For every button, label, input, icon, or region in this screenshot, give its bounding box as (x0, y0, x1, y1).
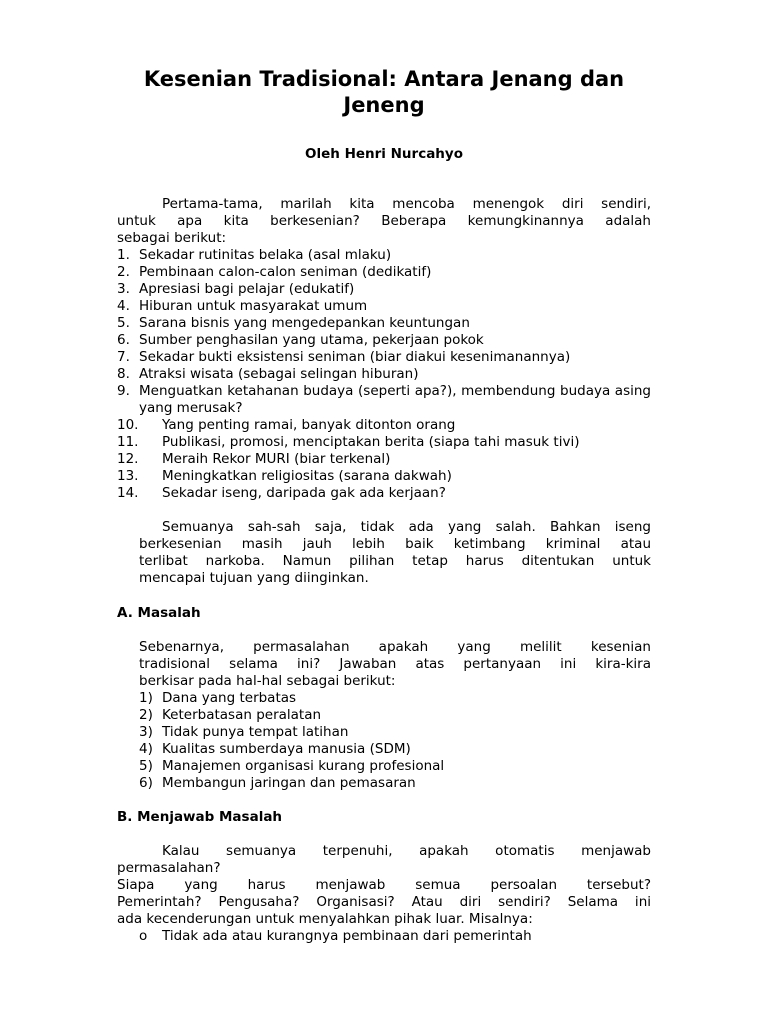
list-number: 10. (117, 417, 139, 433)
list-text: Tidak punya tempat latihan (162, 724, 349, 740)
author-line: Oleh Henri Nurcahyo (305, 146, 463, 162)
paragraph-line: mencapai tujuan yang diinginkan. (139, 570, 369, 586)
list-item (139, 707, 651, 724)
list-text: Meningkatkan religiositas (sarana dakwah) (162, 468, 452, 484)
list-item (117, 366, 651, 383)
paragraph-line: Semuanya sah-sah saja, tidak ada yang salah. Bahkan iseng (162, 519, 651, 535)
problem-list (139, 690, 651, 792)
list-number: 6. (117, 332, 130, 348)
list-text: Publikasi, promosi, menciptakan berita (siapa tahi masuk tivi) (162, 434, 580, 450)
list-text: Manajemen organisasi kurang profesional (162, 758, 445, 774)
list-text: Sekadar iseng, daripada gak ada kerjaan? (162, 485, 446, 501)
list-item (117, 451, 651, 468)
paragraph-line: untuk apa kita berkesenian? Beberapa kemungkinannya adalah (117, 213, 651, 229)
bullet-text: Tidak ada atau kurangnya pembinaan dari pemerintah (162, 928, 532, 944)
list-number: 4) (139, 741, 153, 757)
list-item (117, 315, 651, 332)
paragraph-line: tradisional selama ini? Jawaban atas pertanyaan ini kira-kira (139, 656, 651, 672)
paragraph-line: ada kecenderungan untuk menyalahkan pihak luar. Misalnya: (117, 911, 533, 927)
summary-paragraph (139, 519, 651, 587)
list-text: Apresiasi bagi pelajar (edukatif) (139, 281, 355, 297)
list-text: Meraih Rekor MURI (biar terkenal) (162, 451, 391, 467)
list-number: 1. (117, 247, 130, 263)
list-item (139, 758, 651, 775)
list-item (117, 383, 651, 417)
list-text: Membangun jaringan dan pemasaran (162, 775, 416, 791)
list-number: 5. (117, 315, 130, 331)
list-text: Pembinaan calon-calon seniman (dedikatif) (139, 264, 432, 280)
list-number: 4. (117, 298, 130, 314)
paragraph-line: berkesenian masih jauh lebih baik ketimbang kriminal atau (139, 536, 651, 552)
paragraph-line: Pemerintah? Pengusaha? Organisasi? Atau diri sendiri? Selama ini (117, 894, 651, 910)
paragraph-line: terlibat narkoba. Namun pilihan tetap harus ditentukan untuk (139, 553, 651, 569)
list-item (117, 264, 651, 281)
list-number: 6) (139, 775, 153, 791)
list-number: 13. (117, 468, 139, 484)
paragraph-line: Pertama-tama, marilah kita mencoba menengok diri sendiri, (162, 196, 651, 212)
list-text: Kualitas sumberdaya manusia (SDM) (162, 741, 411, 757)
paragraph-line: permasalahan? (117, 860, 221, 876)
list-number: 1) (139, 690, 153, 706)
section-a-heading: A. Masalah (117, 605, 201, 621)
list-item (117, 332, 651, 349)
document-title: Kesenian Tradisional: Antara Jenang dan Jeneng (143, 67, 625, 117)
paragraph-line: Kalau semuanya terpenuhi, apakah otomatis menjawab (162, 843, 651, 859)
list-item (139, 724, 651, 741)
paragraph-line: Sebenarnya, permasalahan apakah yang melilit kesenian (139, 639, 651, 655)
list-text: Sumber penghasilan yang utama, pekerjaan pokok (139, 332, 484, 348)
paragraph-line: berkisar pada hal-hal sebagai berikut: (139, 673, 396, 689)
list-item (117, 247, 651, 264)
list-item (139, 690, 651, 707)
list-number: 9. (117, 383, 130, 399)
list-text: Sarana bisnis yang mengedepankan keuntungan (139, 315, 470, 331)
section-b-heading: B. Menjawab Masalah (117, 809, 283, 825)
list-text: Yang penting ramai, banyak ditonton orang (162, 417, 456, 433)
list-number: 2) (139, 707, 153, 723)
bullet-marker: o (139, 928, 148, 944)
list-item (117, 434, 651, 451)
paragraph-line: Siapa yang harus menjawab semua persoalan tersebut? (117, 877, 651, 893)
list-text: Atraksi wisata (sebagai selingan hiburan) (139, 366, 419, 382)
list-text: Dana yang terbatas (162, 690, 297, 706)
list-number: 11. (117, 434, 139, 450)
list-number: 7. (117, 349, 130, 365)
purpose-list (117, 247, 651, 502)
intro-paragraph (117, 196, 651, 247)
list-item (117, 298, 651, 315)
paragraph-line: sebagai berikut: (117, 230, 227, 246)
list-number: 3) (139, 724, 153, 740)
list-item (117, 417, 651, 434)
list-number: 5) (139, 758, 153, 774)
bullet-item (139, 928, 651, 945)
section-b-paragraph (117, 843, 651, 928)
list-item (117, 485, 651, 502)
list-item (139, 775, 651, 792)
list-text: Sekadar bukti eksistensi seniman (biar diakui kesenimanannya) (139, 349, 571, 365)
list-item (117, 349, 651, 366)
list-number: 12. (117, 451, 139, 467)
list-text: Sekadar rutinitas belaka (asal mlaku) (139, 247, 392, 263)
list-text: Hiburan untuk masyarakat umum (139, 298, 368, 314)
list-text: Keterbatasan peralatan (162, 707, 322, 723)
list-text: Menguatkan ketahanan budaya (seperti apa?), membendung budaya asing yang merusak? (139, 383, 651, 416)
list-item (139, 741, 651, 758)
section-a-paragraph (139, 639, 651, 690)
list-number: 14. (117, 485, 139, 501)
list-item (117, 468, 651, 485)
list-number: 2. (117, 264, 130, 280)
list-item (117, 281, 651, 298)
list-number: 8. (117, 366, 130, 382)
list-number: 3. (117, 281, 130, 297)
